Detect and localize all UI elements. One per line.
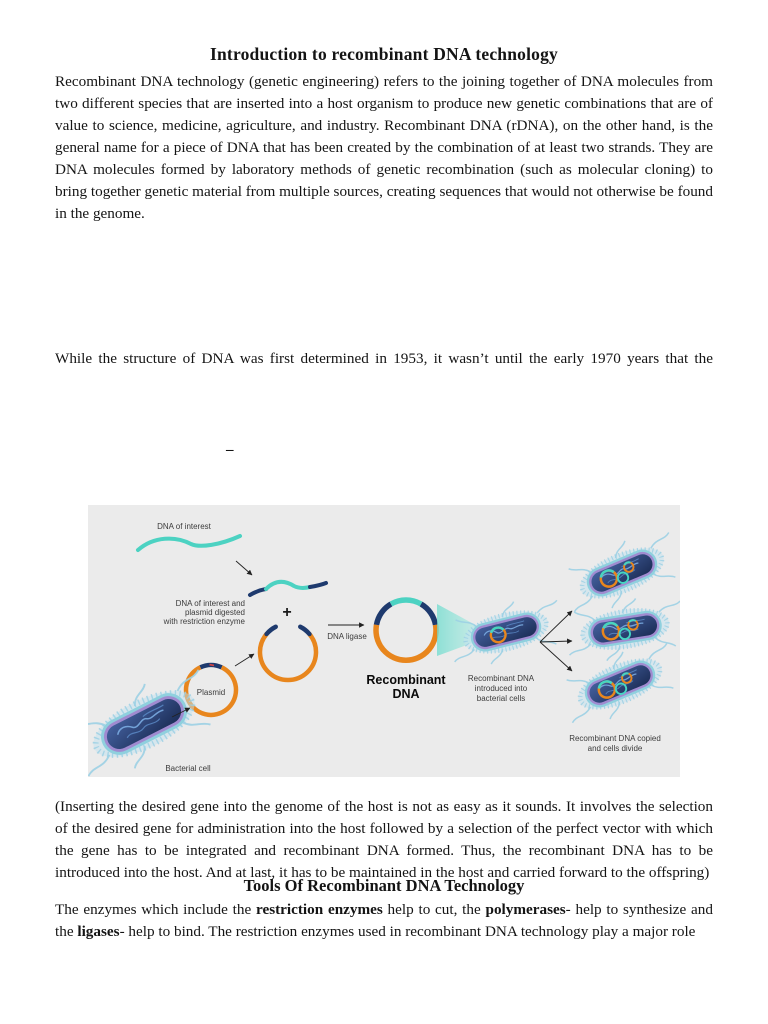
- introduced-label: [468, 674, 535, 703]
- svg-text:introduced into: introduced into: [474, 684, 528, 693]
- plus-sign: +: [282, 604, 292, 621]
- copied-label: [569, 734, 661, 753]
- tools-paragraph: [55, 899, 713, 943]
- dna-of-interest-label: DNA of interest: [157, 522, 211, 531]
- svg-text:with restriction enzyme: with restriction enzyme: [163, 617, 245, 626]
- dna-ligase-label: DNA ligase: [327, 632, 367, 641]
- tools-seg-0: The enzymes which include the: [55, 901, 256, 918]
- divided-bacterium-1: [557, 524, 680, 622]
- recombinant-dna-diagram: [88, 505, 680, 777]
- tools-seg-3: polymerases: [485, 901, 566, 918]
- stray-dash: –: [226, 442, 234, 458]
- arrow-to-digested-fragment: [236, 561, 252, 575]
- dna-of-interest-strand: [138, 536, 240, 550]
- tools-seg-2: help to cut, the: [382, 901, 486, 918]
- bacterial-cell-label: Bacterial cell: [165, 764, 211, 773]
- plasmid-label: Plasmid: [196, 688, 226, 697]
- svg-text:DNA of interest and: DNA of interest and: [175, 599, 245, 608]
- intro-paragraph: Recombinant DNA technology (genetic engineering) refers to the joining together of DNA molecules from two different species that are inserted into a host organism to produce new genetic combinations that are of value to science, medicine, agriculture, and industry. Recombinant DNA (rDNA), on the other hand, is the general name for a piece of DNA that has been created by the combination of at least two strands. They are DNA molecules formed by laboratory methods of genetic recombination (such as molecular cloning) to bring together genetic material from multiple sources, creating sequences that would not otherwise be found in the genome.: [55, 73, 713, 222]
- cut-plasmid: [260, 627, 316, 680]
- structure-history-line: While the structure of DNA was first determined in 1953, it wasn’t until the early 1970 years that the: [55, 350, 713, 367]
- svg-text:Recombinant DNA: Recombinant DNA: [467, 674, 535, 683]
- page-title: Introduction to recombinant DNA technology: [209, 44, 559, 64]
- svg-text:bacterial cells: bacterial cells: [476, 694, 526, 703]
- tools-seg-4: - help to synthesize and the: [55, 901, 713, 940]
- svg-text:Recombinant: Recombinant: [366, 673, 446, 687]
- arrow-plasmid-to-cut: [235, 654, 254, 666]
- tools-heading: Tools Of Recombinant DNA Technology: [243, 876, 525, 895]
- digestion-label: [163, 599, 246, 626]
- svg-text:DNA: DNA: [392, 687, 420, 701]
- recombinant-dna-label: [366, 673, 446, 701]
- inserting-paragraph: (Inserting the desired gene into the genome of the host is not as easy as it sounds. It involves the selection of the desired gene for administration into the host followed by a selection of the perfect vector with which the gene has to be integrated and recombinant DNA formed. Thus, the recombinant DNA has to be introduced into the host. And at last, it has to be maintained in the host and carried forward to the offspring): [55, 798, 713, 881]
- divided-bacterium-3: [555, 635, 680, 733]
- digested-dna-fragment: [250, 582, 326, 595]
- svg-text:plasmid digested: plasmid digested: [184, 608, 245, 617]
- tools-seg-5: ligases: [77, 923, 120, 940]
- bacterial-cell-illustration: [88, 659, 225, 777]
- tools-seg-1: restriction enzymes: [255, 901, 383, 918]
- recombinant-dna-circle: [376, 600, 436, 660]
- tools-seg-6: - help to bind. The restriction enzymes used in recombinant DNA technology play a major role: [119, 923, 696, 940]
- svg-text:Recombinant DNA copied: Recombinant DNA copied: [569, 734, 661, 743]
- svg-text:and cells divide: and cells divide: [587, 744, 643, 753]
